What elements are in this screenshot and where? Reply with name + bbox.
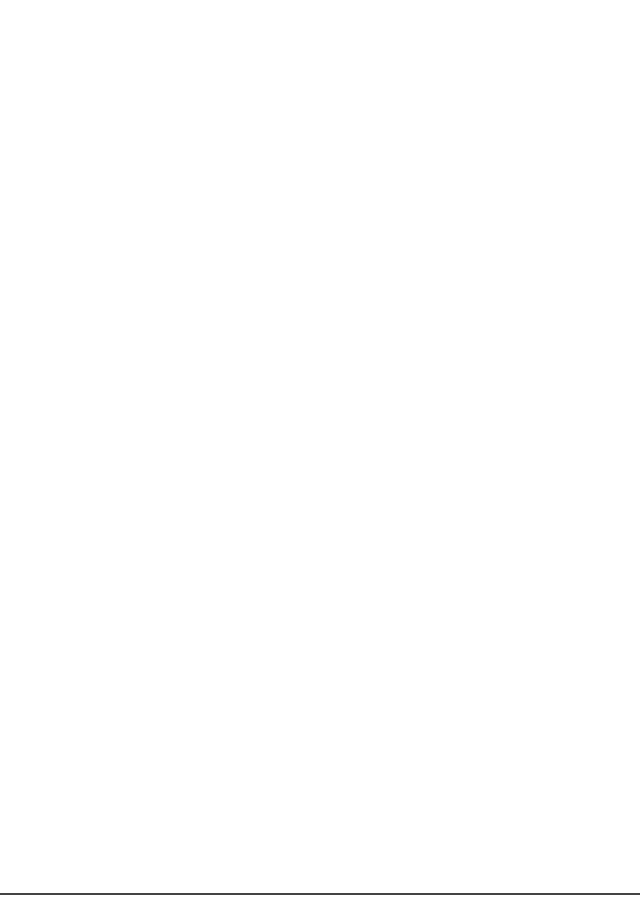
scan-bottom-edge — [0, 893, 640, 895]
budget-table — [94, 34, 534, 878]
rotated-page-content — [94, 34, 534, 878]
table-body — [94, 34, 534, 878]
